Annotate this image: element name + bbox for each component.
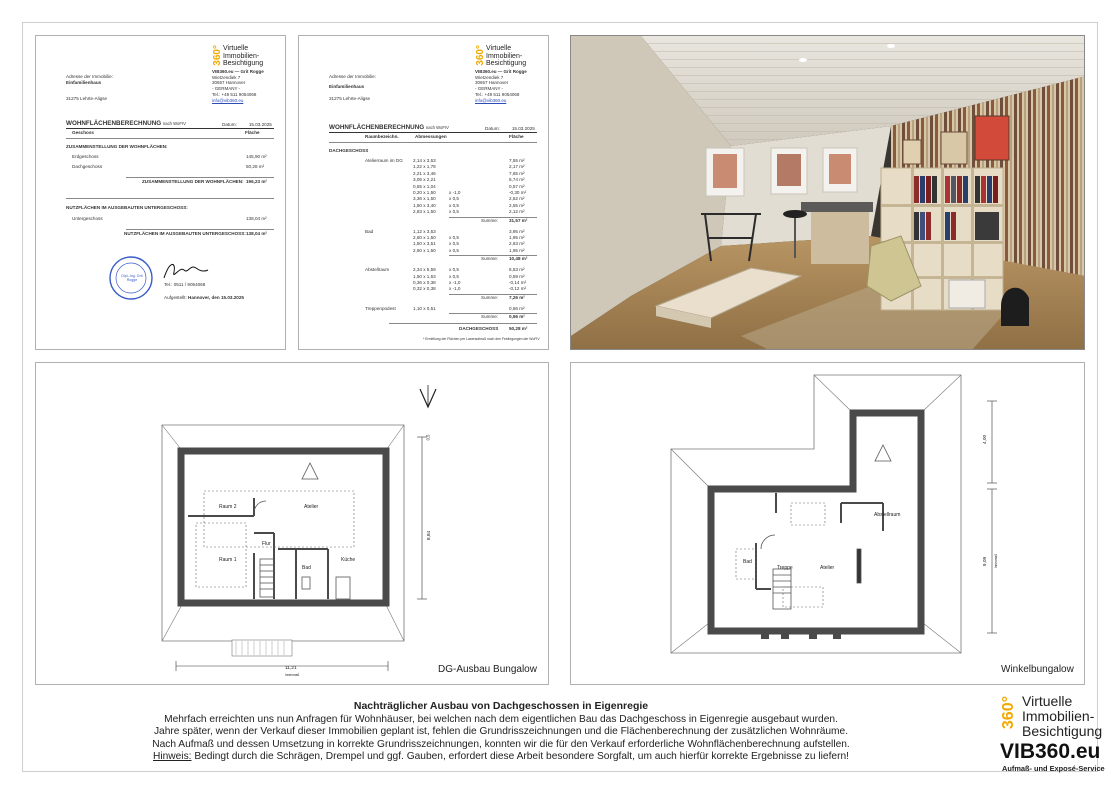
subtotal-value: 31,57 m² (509, 217, 528, 223)
room-row-d: 2,34 x 5,59 (413, 267, 436, 273)
row-value-dachgeschoss: 50,28 m² (246, 164, 265, 169)
property-address: Adresse der Immobilie: Einfamilienhaus 31275 Lehrte-Aligse (66, 74, 113, 102)
footer-line-3: Nach Aufmaß und dessen Umsetzung in korrekte Grundrisszeichnungen, konnten wir die für den Verkauf erforderliche Wohnflächenberechnung aufstellen. (152, 738, 850, 750)
row-value-untergeschoss: 138,04 m² (246, 216, 267, 221)
plan-caption: Winkelbungalow (1001, 664, 1074, 675)
room-row-f: x 0,5 (449, 273, 459, 279)
property-address: Adresse der Immobilie: Einfamilienhaus 31275 Lehrte-Aligse (329, 74, 376, 102)
room-name: Bad (365, 228, 374, 234)
room-row-d: 1,12 x 3,53 (413, 228, 436, 234)
main-logo-360-badge: 360° (1000, 696, 1017, 730)
main-logo-tagline: Aufmaß- und Exposé-Service (1002, 764, 1105, 773)
room-row-f: x 0,5 (449, 209, 459, 215)
room-label-raum1: Raum 1 (219, 557, 237, 563)
room-row-v: 7,65 m² (509, 170, 525, 176)
room-label-bad: Bad (302, 565, 311, 571)
signature (162, 258, 210, 284)
room-row-f: x -1,0 (449, 286, 461, 292)
room-row-v: 1,95 m² (509, 235, 525, 240)
logo-word-virtuelle: Virtuelle (486, 45, 512, 52)
room-row-f: x 0,5 (449, 241, 459, 247)
subtotal-label: Summe: (481, 294, 499, 300)
footer-body (66, 714, 936, 763)
room-row-d: 2,83 x 1,50 (413, 209, 436, 215)
dim-unit: Innenmaß (994, 553, 999, 569)
room-row-d: 0,20 x 1,50 (413, 190, 436, 195)
room-row-d: 2,14 x 3,53 (413, 158, 436, 163)
room-label-abstellraum: Abstellraum (874, 512, 901, 518)
floorplan-dg-bungalow (35, 362, 549, 685)
room-row-v: -0,14 m² (509, 280, 527, 285)
room-row-d: 1,50 x 3,40 (413, 202, 436, 208)
room-row-f: x 0,5 (449, 202, 459, 208)
room-row-d: 1,50 x 1,53 (413, 273, 436, 279)
room-row-f: x -1,0 (449, 280, 461, 285)
col-header-abmessungen: Abmessungen (415, 134, 447, 139)
room-row-v: 0,56 m² (509, 305, 525, 311)
room-row-v: 2,12 m² (509, 209, 525, 215)
plan-caption: DG-Ausbau Bungalow (438, 664, 537, 675)
main-logo-vib360: VIB360.eu (1000, 740, 1101, 763)
room-row-f: x 0,5 (449, 235, 459, 240)
subtotal-value: 7,26 m² (509, 294, 525, 300)
logo-word-besichtigung: Besichtigung (223, 60, 264, 67)
room-row-d: 0,36 x 0,38 (413, 280, 436, 285)
footnote: * Ermittlung der Flächen per Laseraufmaß nach den Festlegungen der WoFIV (423, 337, 540, 341)
room-row-v: 6,74 m² (509, 177, 525, 183)
dim-side: 9,09 (983, 556, 989, 567)
room-row-d: 0,32 x 0,38 (413, 286, 436, 292)
room-row-v: 2,52 m² (509, 196, 525, 202)
company-address: VIB360.eu — Grit Rogge Wietzendiek 7 30657 Hannover - GERMANY - Tel.: +49 511 9054068 info@vib360.eu (475, 69, 527, 103)
room-row-v: 2,17 m² (509, 164, 525, 170)
total-label: DACHGESCHOSS (459, 326, 499, 331)
sheet-date: Datum: 15.03.2025 (222, 122, 272, 127)
subtotal-label: Summe: (481, 314, 499, 320)
room-row-v: 2,63 m² (509, 241, 525, 247)
room-row-d: 2,60 x 1,50 (413, 235, 436, 240)
room-row-v: 6,53 m² (509, 267, 525, 273)
floor-heading: DACHGESCHOSS (329, 148, 369, 153)
room-label-atelier: Atelier (820, 565, 835, 571)
subtotal-label: Summe: (481, 217, 499, 223)
footer-title: Nachträglicher Ausbau von Dachgeschossen in Eigenregie (353, 700, 649, 712)
logo-word-immobilien: Immobilien- (223, 52, 260, 60)
room-row-d: 2,21 x 3,46 (413, 170, 436, 176)
signature-tel: Tel.: 0511 / 9054068 (164, 282, 206, 287)
dim-top: 4,00 (983, 434, 989, 445)
section-nutzflaechen: NUTZFLÄCHEN IM AUSGEBAUTEN UNTERGESCHOSS: (66, 205, 188, 210)
room-label-atelier: Atelier (304, 504, 319, 510)
row-label-dachgeschoss: Dachgeschoss (72, 164, 103, 169)
logo-word-virtuelle: Virtuelle (223, 45, 249, 52)
logo-word-immobilien: Immobilien- (486, 52, 523, 60)
room-row-v: 0,59 m² (509, 273, 525, 279)
company-address: VIB360.eu — Grit Rogge Wietzendiek 7 30657 Hannover - GERMANY - Tel.: +49 511 9054068 info@vib360.eu (212, 69, 264, 103)
footer-line-1: Mehrfach erreichten uns nun Anfragen für Wohnhäuser, bei welchen nach dem eigentlichen Bau das Dachgeschoss in Eigenregie ausgebaut wurden. (164, 714, 838, 725)
room-row-f: x -1,0 (449, 190, 461, 195)
logo-360-badge: 360° (475, 45, 486, 66)
floorplan-winkelbungalow (570, 362, 1085, 685)
col-header-flaeche: Fläche (509, 134, 524, 139)
room-row-v: 2,55 m² (509, 202, 525, 208)
sum-value-wohnflaechen: 196,23 m² (246, 179, 267, 184)
total-value: 50,28 m² (509, 326, 528, 331)
room-row-v: -0,12 m² (509, 286, 527, 292)
room-label-raum2: Raum 2 (219, 504, 237, 510)
room-name: Atelierraum im DG (365, 158, 403, 163)
section-wohnflaechen: ZUSAMMENSTELLUNG DER WOHNFLÄCHEN: (66, 144, 168, 149)
room-row-d: 3,05 x 2,21 (413, 177, 436, 183)
sum-value-nutzflaechen: 138,04 m² (246, 231, 267, 236)
room-row-d: 2,60 x 1,50 (413, 247, 436, 253)
room-row-v: 7,55 m² (509, 158, 525, 163)
room-row-v: 0,57 m² (509, 183, 525, 189)
row-label-erdgeschoss: Erdgeschoss (72, 154, 99, 159)
subtotal-value: 0,56 m² (509, 314, 525, 320)
col-header-raum: Raumbezeichn. (365, 134, 399, 139)
room-name: Treppenpodest (365, 305, 396, 311)
company-email-link[interactable]: info@vib360.eu (212, 97, 244, 103)
attic-room-photo (570, 35, 1085, 350)
logo-word-besichtigung: Besichtigung (486, 60, 527, 67)
room-row-f: x 0,5 (449, 247, 459, 253)
vib360-main-logo (1000, 694, 1110, 774)
subtotal-value: 10,48 m² (509, 256, 528, 262)
room-name: Abstellraum (365, 267, 390, 273)
room-row-d: 1,22 x 1,78 (413, 164, 436, 170)
room-row-v: -0,30 m² (509, 190, 527, 195)
col-header-flaeche: Fläche (245, 130, 260, 135)
room-label-flur: Flur (262, 541, 271, 547)
room-row-d: 0,55 x 1,04 (413, 183, 436, 189)
room-row-v: 1,95 m² (509, 247, 525, 253)
room-label-kueche: Küche (341, 557, 356, 563)
sheet-title: WOHNFLÄCHENBERECHNUNG nach WoFIV (329, 124, 449, 131)
room-row-f: x 0,5 (449, 267, 459, 273)
dim-small: 0,5 (425, 434, 431, 441)
room-label-bad: Bad (743, 559, 752, 565)
area-detail-sheet (298, 35, 549, 350)
room-row-d: 3,36 x 1,50 (413, 196, 436, 202)
subtotal-label: Summe: (481, 256, 499, 262)
sum-label-nutzflaechen: NUTZFLÄCHEN IM AUSGEBAUTEN UNTERGESCHOSS: (124, 231, 246, 236)
logo-360-badge: 360° (212, 45, 223, 66)
stamp-text: Dipl.-Ing. Grit Rogge (121, 274, 143, 283)
room-row-d: 1,10 x 0,51 (413, 305, 436, 311)
room-row-d: 1,50 x 3,51 (413, 241, 436, 247)
area-summary-sheet (35, 35, 286, 350)
main-logo-words: Virtuelle Immobilien- Besichtigung (1022, 693, 1103, 739)
col-header-geschoss: Geschoss (72, 130, 94, 135)
footer-hint: Hinweis: Bedingt durch die Schrägen, Drempel und ggf. Gauben, erfordert diese Arbeit besondere Sorgfalt, um auch hierfür korrekte Ergebnisse zu liefern! (153, 750, 849, 762)
issued-line: Aufgestellt: Hannover, den 15.03.2025 (164, 295, 244, 300)
sum-label-wohnflaechen: ZUSAMMENSTELLUNG DER WOHNFLÄCHEN: (142, 179, 244, 184)
room-row-v: 3,95 m² (509, 228, 525, 234)
sheet-date: Datum: 15.03.2025 (485, 126, 535, 131)
footer-line-2: Jahre später, wenn der Verkauf dieser Immobilien geplant ist, fehlen die Grundrisszeichnungen und die Flächenberechnung der zusätzlichen Wohnräume. (153, 726, 849, 738)
dim-unit: Innenmaß (285, 673, 300, 677)
dim-depth: 8,84 (427, 530, 433, 541)
room-row-f: x 0,5 (449, 196, 459, 202)
room-label-treppe: Treppe (777, 565, 793, 571)
sheet-title: WOHNFLÄCHENBERECHNUNG nach WoFIV (66, 120, 186, 127)
row-label-untergeschoss: Untergeschoss (72, 216, 103, 221)
dim-width: 11,21 (285, 666, 297, 671)
row-value-erdgeschoss: 145,90 m² (246, 154, 267, 159)
company-email-link[interactable]: info@vib360.eu (475, 97, 507, 103)
